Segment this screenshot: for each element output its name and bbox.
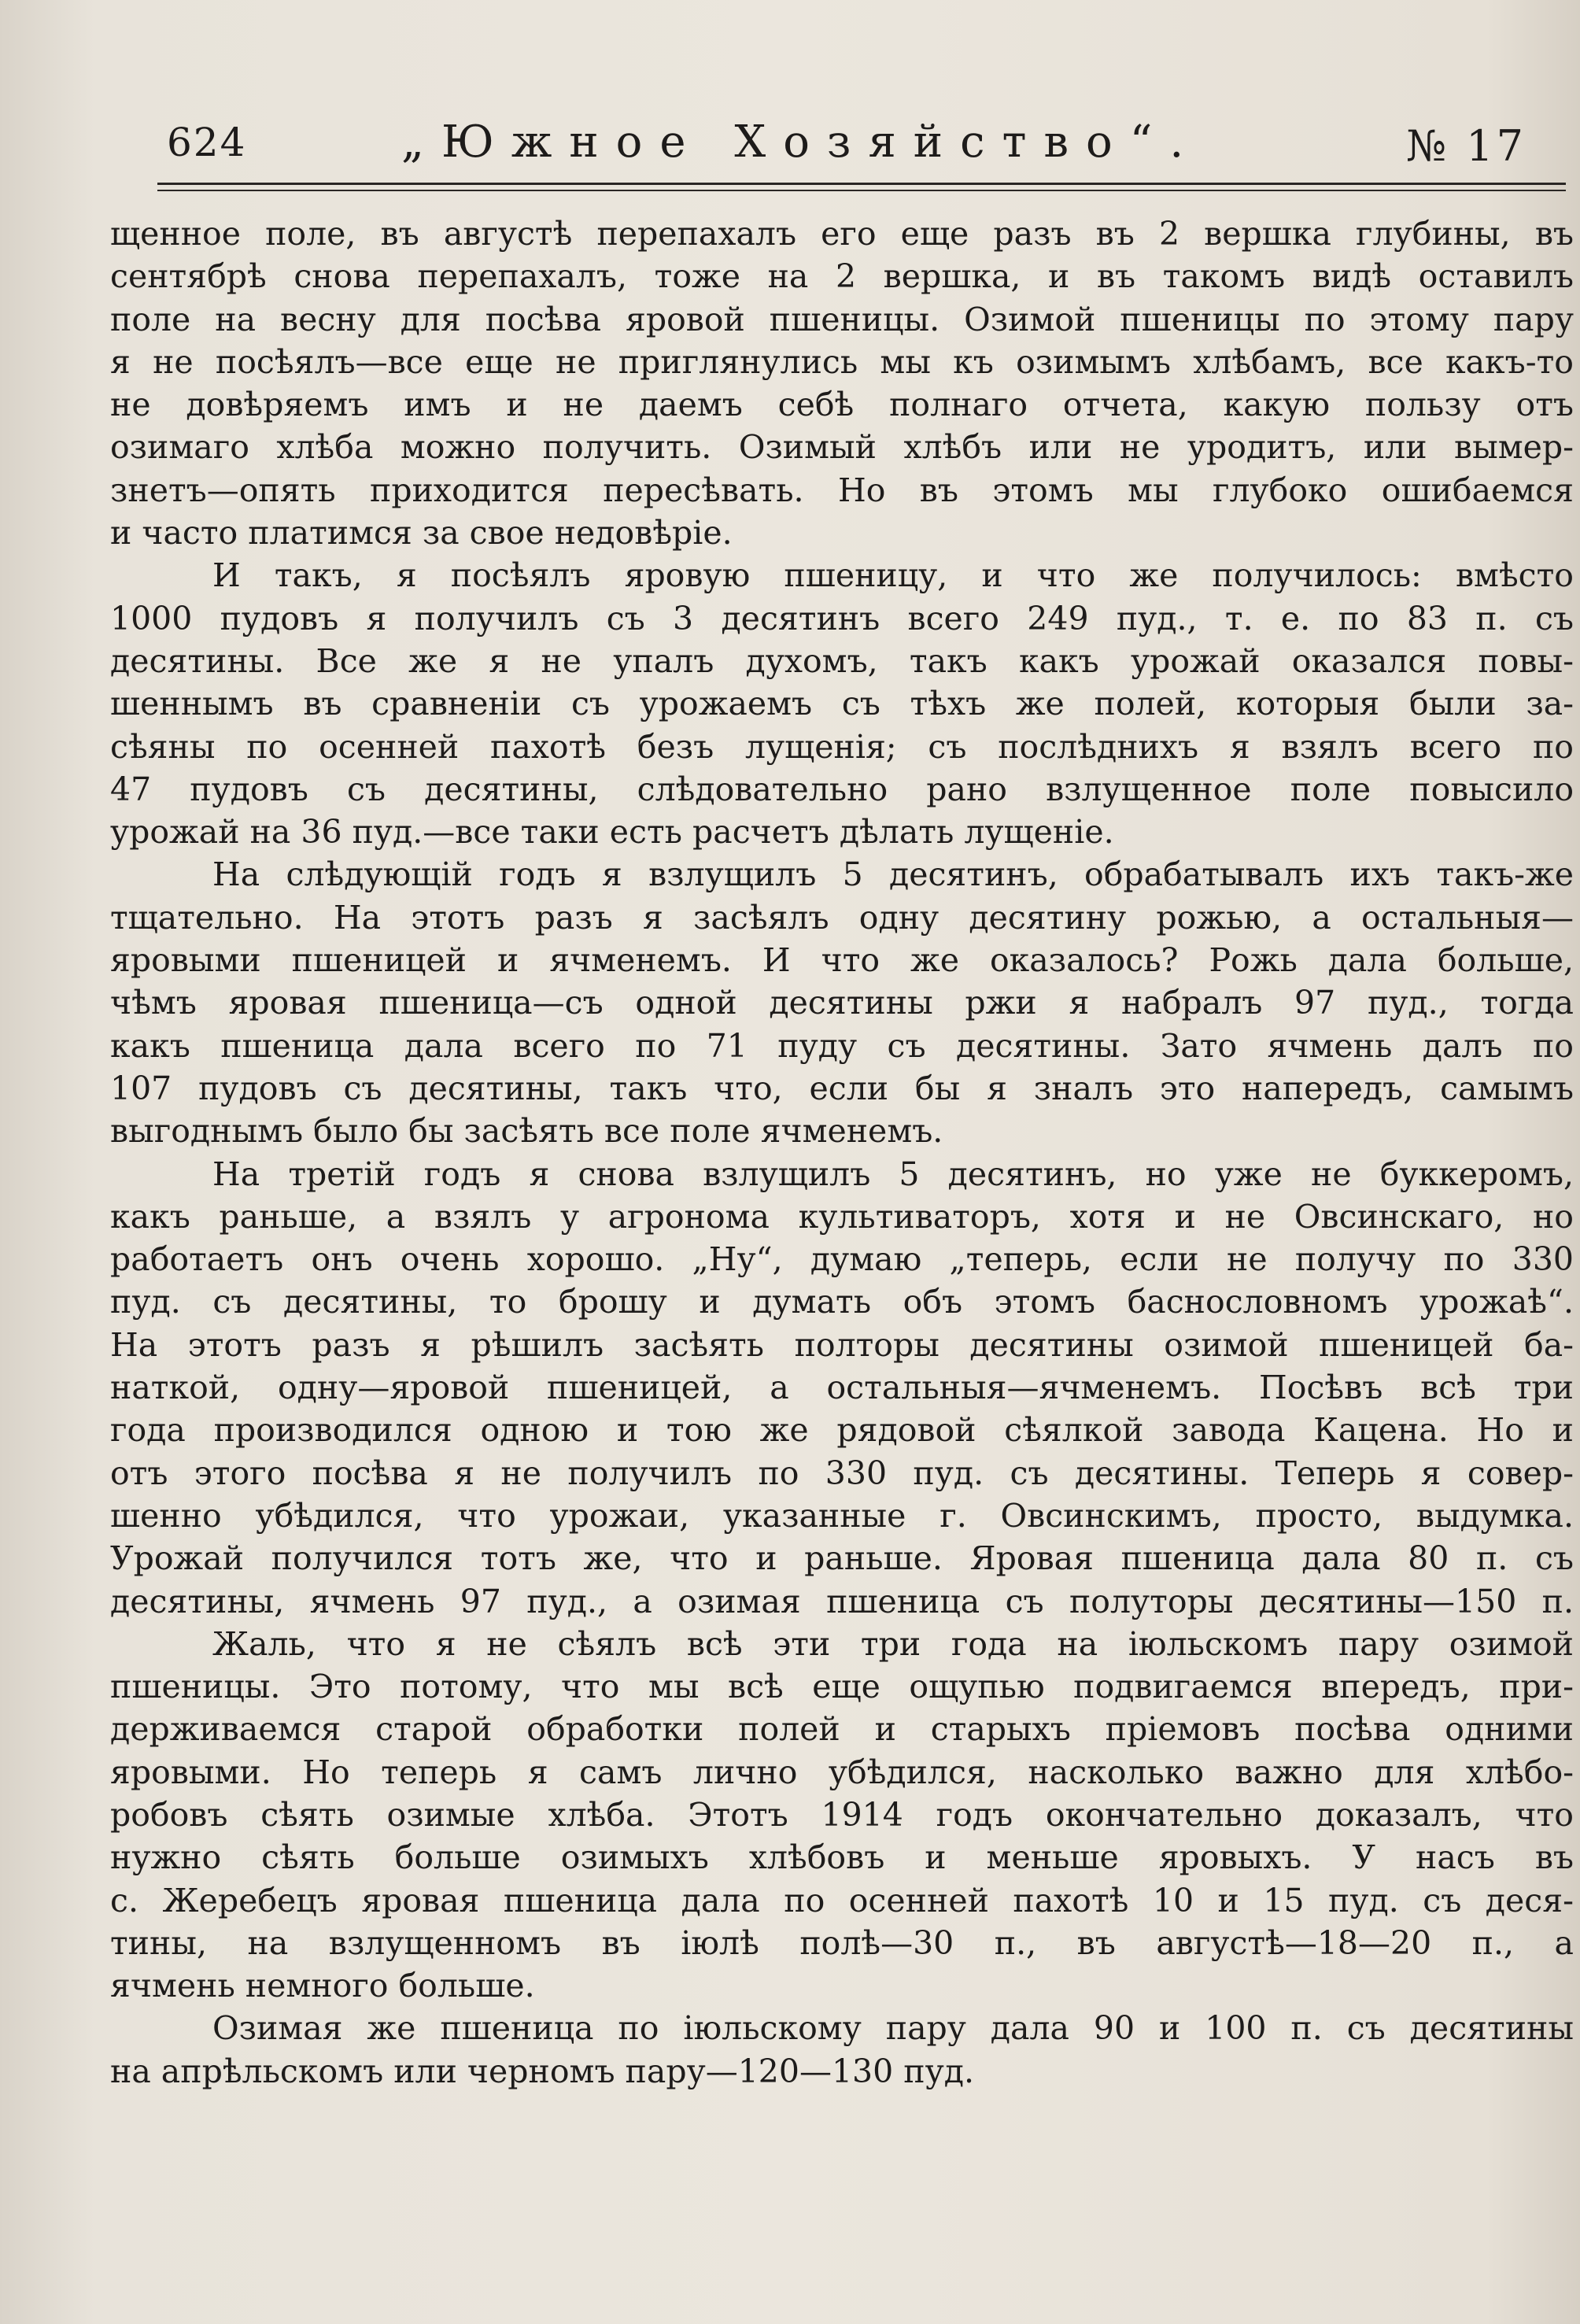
page-number: 624 [167,120,247,165]
text-line: озимаго хлѣба можно получить. Озимый хлѣбъ или не уродитъ, или вымер- [110,428,1574,467]
text-line: На слѣдующій годъ я взлущилъ 5 десятинъ, обрабатывалъ ихъ такъ-же [212,855,1574,894]
text-line: на апрѣльскомъ или черномъ пару—120—130 пуд. [110,2052,974,2090]
text-line: щенное поле, въ августѣ перепахалъ его еще разъ въ 2 вершка глубины, въ [110,215,1574,253]
header-rule-thin [157,190,1566,191]
text-line: отъ этого посѣва я не получилъ по 330 пуд. съ десятины. Теперь я совер- [110,1454,1574,1492]
text-line: работаетъ онъ очень хорошо. „Ну“, думаю „теперь, если не получу по 330 [110,1240,1574,1279]
journal-title: „Южное Хозяйство“. [401,116,1202,168]
text-line: держиваемся старой обработки полей и старыхъ пріемовъ посѣва одними [110,1710,1574,1749]
text-line: поле на весну для посѣва яровой пшеницы. Озимой пшеницы по этому пару [110,300,1574,338]
text-line: Озимая же пшеница по іюльскому пару дала 90 и 100 п. съ десятины [212,2009,1574,2048]
text-line: Урожай получился тотъ же, что и раньше. Яровая пшеница дала 80 п. съ [110,1539,1574,1578]
text-line: шеннымъ въ сравненіи съ урожаемъ съ тѣхъ же полей, которыя были за- [110,685,1574,723]
text-line: какъ раньше, а взялъ у агронома культиваторъ, хотя и не Овсинскаго, но [110,1197,1574,1236]
text-line: сѣяны по осенней пахотѣ безъ лущенія; съ послѣднихъ я взялъ всего по [110,727,1574,766]
text-line: Жаль, что я не сѣялъ всѣ эти три года на іюльскомъ пару озимой [212,1624,1574,1663]
text-line: И такъ, я посѣялъ яровую пшеницу, и что же получилось: вмѣсто [212,556,1574,595]
text-line: На этотъ разъ я рѣшилъ засѣять полторы десятины озимой пшеницей ба- [110,1325,1574,1364]
article-body [110,212,1574,2093]
text-line: урожай на 36 пуд.—все таки есть расчетъ дѣлать лущеніе. [110,813,1114,852]
text-line: нужно сѣять больше озимыхъ хлѣбовъ и меньше яровыхъ. У насъ въ [110,1838,1574,1877]
issue-number: № 17 [1406,121,1526,171]
text-line: 1000 пудовъ я получилъ съ 3 десятинъ всего 249 пуд., т. е. по 83 п. съ [110,599,1574,637]
text-line: я не посѣялъ—все еще не приглянулись мы къ озимымъ хлѣбамъ, все какъ-то [110,342,1574,381]
text-line: года производился одною и тою же рядовой сѣялкой завода Кацена. Но и [110,1411,1574,1450]
header-rule-thick [157,183,1566,185]
text-line: выгоднымъ было бы засѣять все поле ячменемъ. [110,1112,943,1151]
text-line: десятины. Все же я не упалъ духомъ, такъ какъ урожай оказался повы- [110,641,1574,680]
text-line: 107 пудовъ съ десятины, такъ что, если бы я зналъ это напередъ, самымъ [110,1069,1574,1107]
text-line: яровыми пшеницей и ячменемъ. И что же оказалось? Рожь дала больше, [110,941,1574,980]
text-line: не довѣряемъ имъ и не даемъ себѣ полнаго отчета, какую пользу отъ [110,386,1574,424]
text-line: На третій годъ я снова взлущилъ 5 десятинъ, но уже не буккеромъ, [212,1155,1574,1193]
text-line: десятины, ячмень 97 пуд., а озимая пшеница съ полуторы десятины—150 п. [110,1582,1574,1620]
text-line: чѣмъ яровая пшеница—съ одной десятины ржи я набралъ 97 пуд., тогда [110,984,1574,1022]
text-line: и часто платимся за свое недовѣріе. [110,514,733,552]
text-line: тины, на взлущенномъ въ іюлѣ полѣ—30 п., въ августѣ—18—20 п., а [110,1923,1574,1962]
text-line: наткой, одну—яровой пшеницей, а остальныя—ячменемъ. Посѣвъ всѣ три [110,1369,1574,1407]
text-line: пшеницы. Это потому, что мы всѣ еще ощупью подвигаемся впередъ, при- [110,1668,1574,1706]
text-line: ячмень немного больше. [110,1967,535,2005]
running-header [157,116,1558,179]
text-line: пуд. съ десятины, то брошу и думать объ этомъ баснословномъ урожаѣ“. [110,1283,1574,1321]
text-line: шенно убѣдился, что урожаи, указанные г. Овсинскимъ, просто, выдумка. [110,1496,1574,1535]
text-line: знетъ—опять приходится пересѣвать. Но въ этомъ мы глубоко ошибаемся [110,471,1574,509]
text-line: сентябрѣ снова перепахалъ, тоже на 2 вершка, и въ такомъ видѣ оставилъ [110,257,1574,296]
text-line: яровыми. Но теперь я самъ лично убѣдился, насколько важно для хлѣбо- [110,1753,1574,1791]
text-line: робовъ сѣять озимые хлѣба. Этотъ 1914 годъ окончательно доказалъ, что [110,1795,1574,1834]
text-line: какъ пшеница дала всего по 71 пуду съ десятины. Зато ячмень далъ по [110,1026,1574,1065]
text-line: 47 пудовъ съ десятины, слѣдовательно рано взлущенное поле повысило [110,770,1574,808]
text-line: тщательно. На этотъ разъ я засѣялъ одну десятину рожью, а остальныя— [110,898,1574,937]
text-line: с. Жеребецъ яровая пшеница дала по осенней пахотѣ 10 и 15 пуд. съ деся- [110,1881,1574,1919]
